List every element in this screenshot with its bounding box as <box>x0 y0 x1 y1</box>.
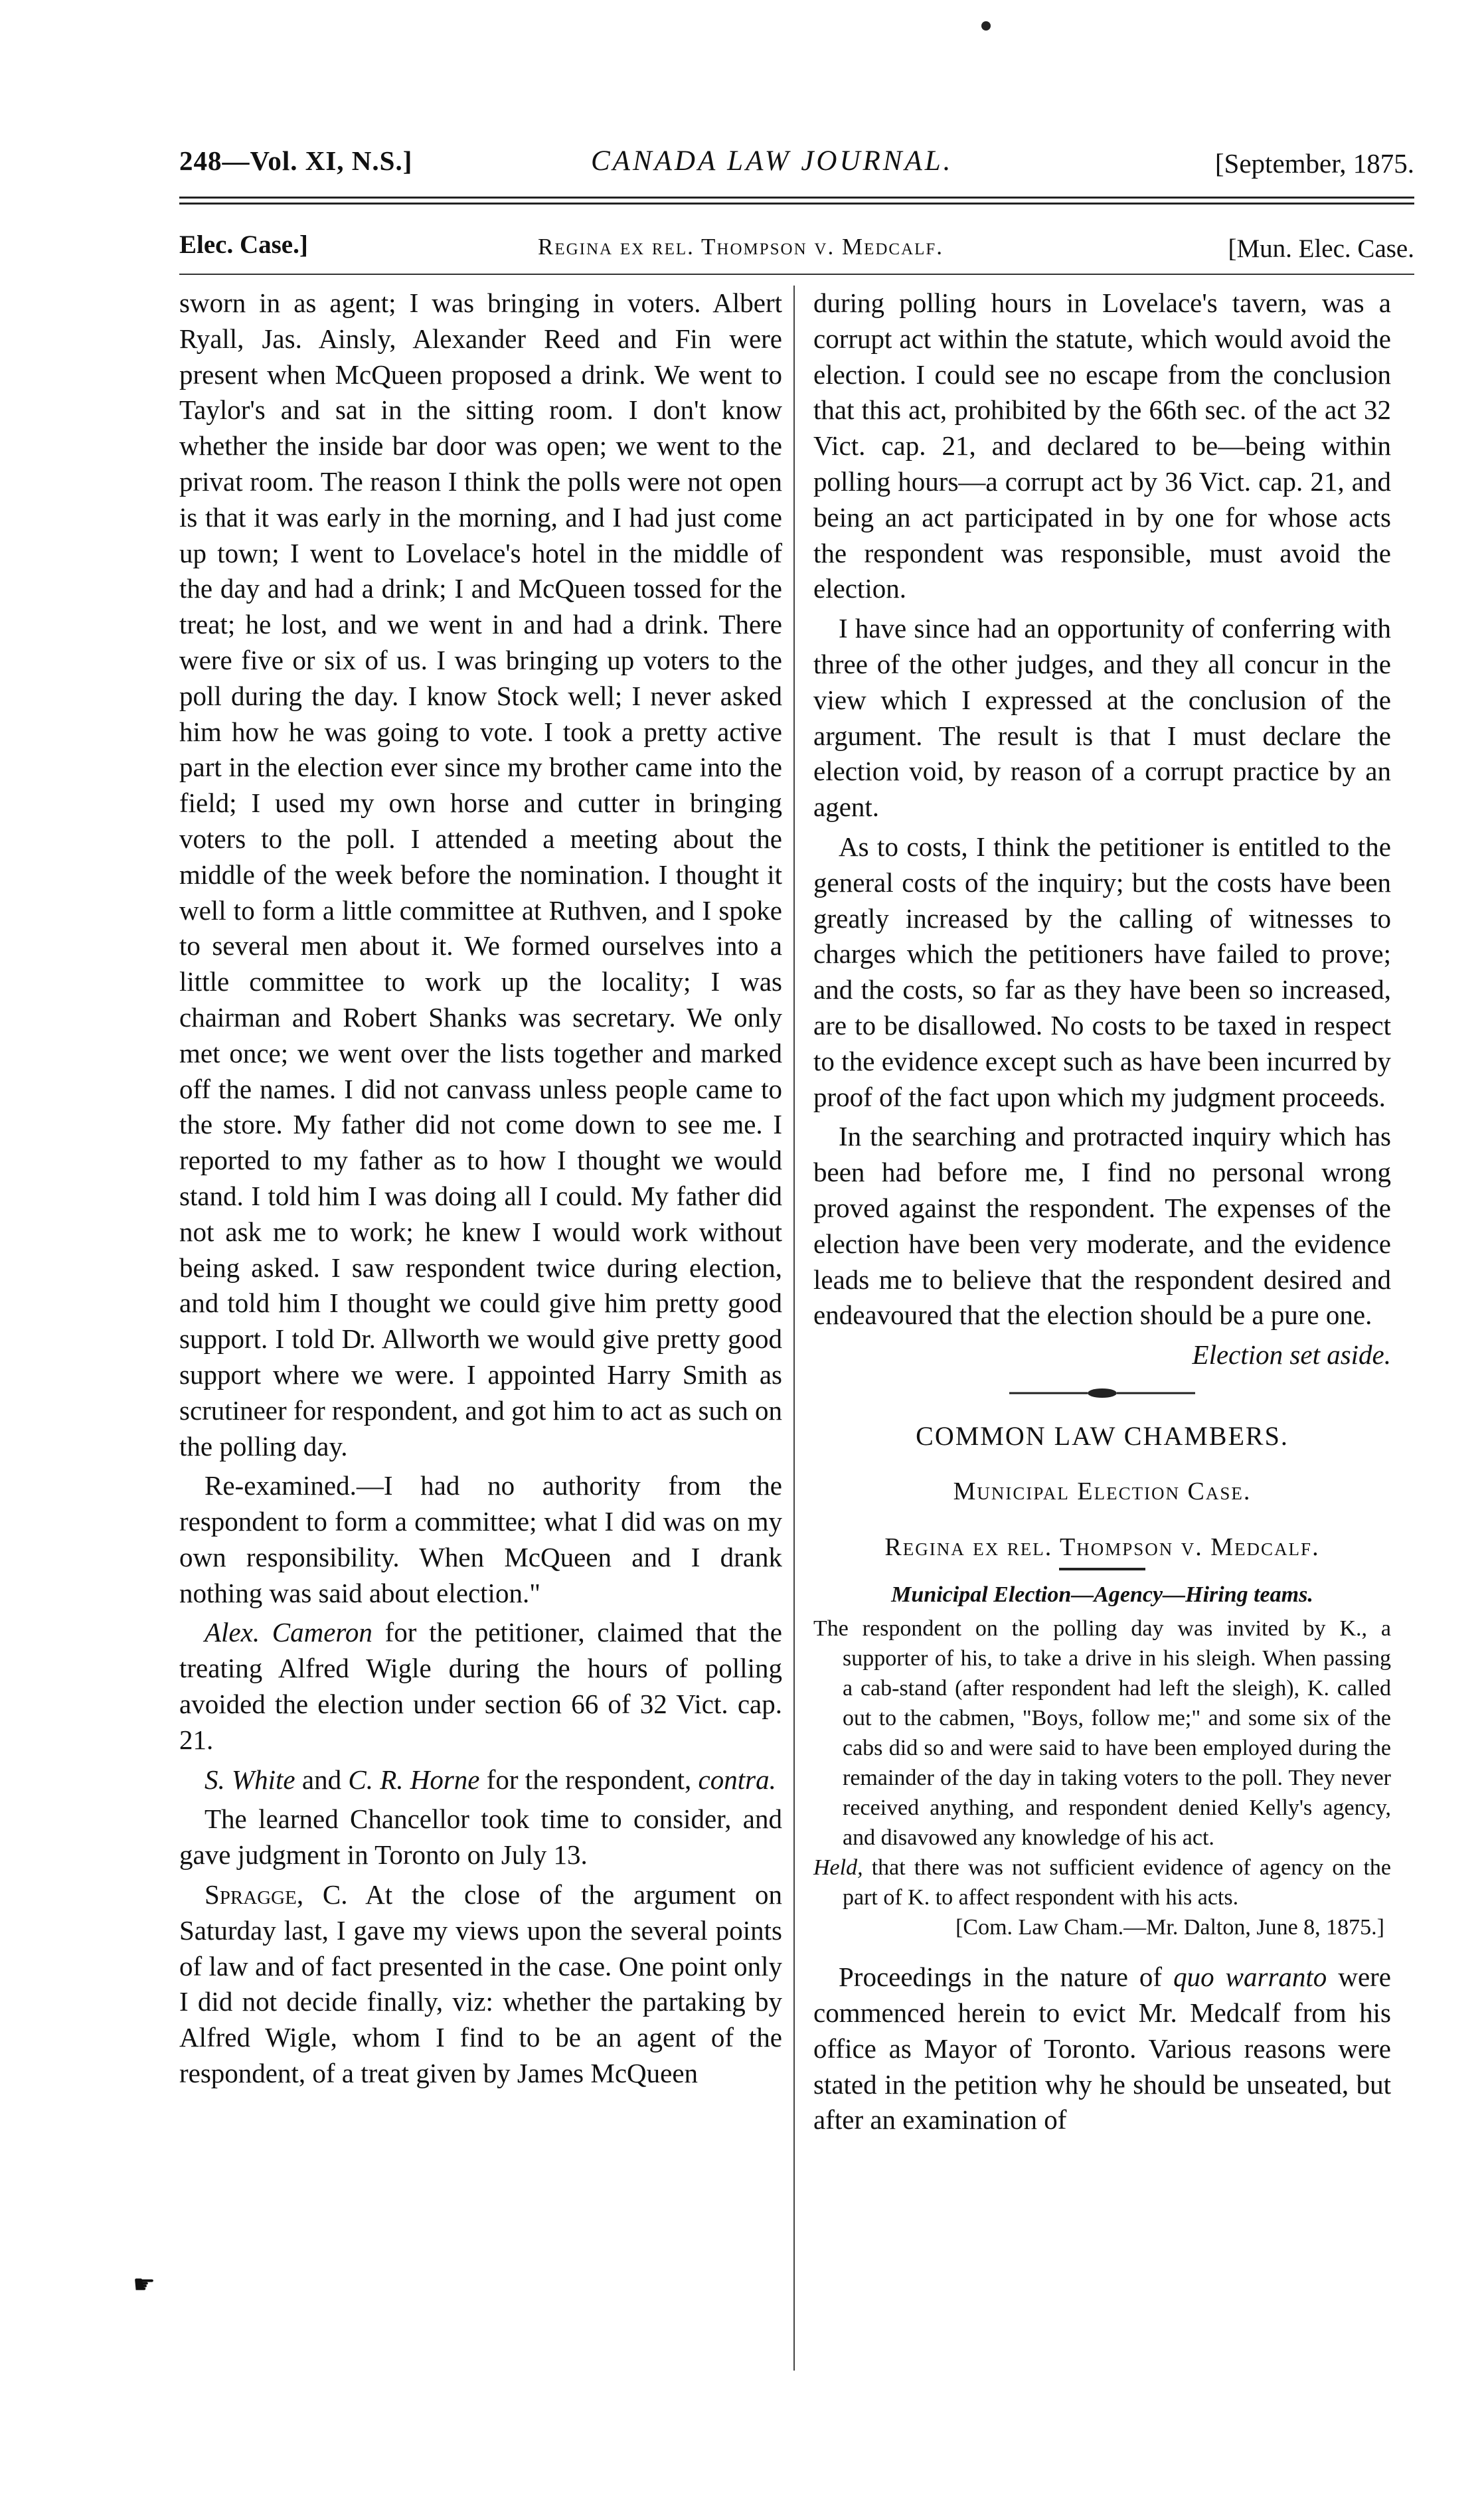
proceedings-text-b: were commenced herein to evict Mr. Medcalf from his office as Mayor of Toronto. Various reasons were stated in the petition why he should be unseated, but after an examination of <box>813 1962 1391 2136</box>
subsection-heading: Municipal Election Case. <box>953 1477 1252 1505</box>
pointing-hand-icon: ☛ <box>133 2271 156 2299</box>
header-rule-top <box>179 197 1414 199</box>
section-ornament-icon <box>1009 1385 1195 1401</box>
case-title: Regina ex rel. Thompson v. Medcalf. <box>884 1533 1320 1561</box>
header-rule-bottom <box>179 203 1414 205</box>
case-name: Regina ex rel. Thompson v. Medcalf. <box>538 234 944 260</box>
left-column <box>179 286 782 2092</box>
headnote-facts: The respondent on the polling day was invited by K., a supporter of his, to take a drive in his sleigh. When passing a cab-stand (after respondent had left the sleigh), K. called out to the cabmen, "Boys, follow me;" and some six of the cabs did so and were said to have been employed during the remainder of the day in taking voters to the poll. They never received anything, and respondent denied Kelly's agency, and disavowed any knowledge of his act. <box>813 1616 1391 1851</box>
column-divider <box>793 286 795 2371</box>
contra-label: contra. <box>698 1764 776 1795</box>
issue-date: [September, 1875. <box>1214 148 1414 179</box>
quo-warranto-term: quo warranto <box>1173 1962 1327 1993</box>
print-speck <box>981 21 991 31</box>
result-line: Election set aside. <box>1192 1339 1391 1371</box>
counsel-name: Alex. Cameron <box>205 1617 372 1648</box>
proceedings-paragraph <box>813 1960 1391 2138</box>
counsel-conjunction: and <box>295 1764 349 1795</box>
re-examination-paragraph: Re-examined.—I had no authority from the respondent to form a committee; what I did was on my own responsibility. When McQueen and I drank nothing was said about election." <box>179 1470 782 1608</box>
counsel-name-1: S. White <box>205 1764 295 1795</box>
costs-paragraph: As to costs, I think the petitioner is entitled to the general costs of the inquiry; but the costs have been greatly increased by the calling of witnesses to charges which the petitioners have failed to prove; and the costs, so far as they have been so increased, are to be disallowed. No costs to be taxed in respect to the evidence except such as have been incurred by proof of the fact upon which my judgment proceeds. <box>813 831 1391 1112</box>
journal-title: CANADA LAW JOURNAL. <box>591 145 953 177</box>
chancellor-paragraph: The learned Chancellor took time to consider, and gave judgment in Toronto on July 13. <box>179 1803 782 1871</box>
case-type-right: [Mun. Elec. Case. <box>1228 234 1414 263</box>
headnote-citation: [Com. Law Cham.—Mr. Dalton, June 8, 1875.] <box>955 1915 1384 1940</box>
counsel-petitioner-paragraph <box>179 1615 782 1758</box>
held-text: that there was not sufficient evidence of agency on the part of K. to affect respondent with his acts. <box>843 1855 1391 1910</box>
case-type-left: Elec. Case.] <box>179 230 308 259</box>
counsel-name-2: C. R. Horne <box>348 1764 480 1795</box>
section-heading: COMMON LAW CHAMBERS. <box>916 1420 1289 1451</box>
case-header <box>179 223 1414 270</box>
case-header-rule <box>179 274 1414 275</box>
judgment-paragraph <box>179 1877 782 2092</box>
judgment-continued-paragraph: during polling hours in Lovelace's tavern, was a corrupt act within the statute, which would avoid the election. I could see no escape from the conclusion that this act, prohibited by the 66th sec. of the act 32 Vict. cap. 21, and declared to be—being within polling hours—a corrupt act by 36 Vict. cap. 21, and being an act participated in by one for whose acts the respondent was responsible, must avoid the election. <box>813 288 1391 604</box>
conferring-paragraph: I have since had an opportunity of conferring with three of the other judges, and they all concur in the view which I expressed at the conclusion of the argument. The result is that I must declare the election void, by reason of a corrupt practice by an agent. <box>813 613 1391 823</box>
running-head <box>179 138 1414 191</box>
proceedings-text-a: Proceedings in the nature of <box>839 1962 1174 1993</box>
counsel-text: for the petitioner, claimed that the treating Alfred Wigle during the hours of polling avoided the election under section 66 of 32 Vict. cap. 21. <box>179 1617 783 1755</box>
testimony-paragraph: sworn in as agent; I was bringing in voters. Albert Ryall, Jas. Ainsly, Alexander Reed and Fin were present when McQueen proposed a drink. We went to Taylor's and sat in the sitting room. I don't know whether the inside bar door was open; we went to the privat room. The reason I think the polls were not open is that it was early in the morning, and I had just come up town; I went to Lovelace's hotel in the middle of the day and had a drink; I and McQueen tossed for the treat; he lost, and we went in and had a drink. There were five or six of us. I was bringing up voters to the poll during the day. I know Stock well; I never asked him how he was going to vote. I took a pretty active part in the election ever since my brother came into the field; I used my own horse and cutter in bringing voters to the poll. I attended a meeting about the middle of the week before the nomination. I thought it well to form a little committee at Ruthven, and I spoke to several men about it. We formed ourselves into a little committee to work up the locality; I was chairman and Robert Shanks was secretary. We only met once; we went over the lists together and marked off the names. I did not canvass unless people came to the store. My father did not come down to see me. I reported to my father as to how I thought we would stand. I told him I was doing all I could. My father did not ask me to work; he knew I would work without being asked. I saw respondent twice during election, and told him I thought we could give him pretty good support. I told Dr. Allworth we would give pretty good support where we were. I appointed Harry Smith as scrutineer for respondent, and got him to act as such on the polling day. <box>179 288 782 1462</box>
judge-name: Spragge, C. <box>205 1879 348 1910</box>
counsel-respondent-paragraph <box>179 1762 782 1798</box>
page-volume-label: 248—Vol. XI, N.S.] <box>179 145 413 176</box>
headnote-held <box>813 1853 1391 1912</box>
headnote-title: Municipal Election—Agency—Hiring teams. <box>891 1582 1313 1608</box>
headnote <box>813 1580 1391 1942</box>
inquiry-paragraph: In the searching and protracted inquiry which has been had before me, I find no personal wrong proved against the respondent. The expenses of the election have been very moderate, and the evidence leads me to believe that the respondent desired and endeavoured that the election should be a pure one. <box>813 1121 1391 1331</box>
held-label: Held, <box>813 1855 863 1881</box>
right-column <box>813 286 1391 2138</box>
judgment-text: At the close of the argument on Saturday last, I gave my views upon the several points of law and of fact presented in the case. One point only I did not decide finally, viz: whether the partaking by Alfred Wigle, whom I find to be an agent of the respondent, of a treat given by James McQueen <box>179 1879 782 2089</box>
counsel-text: for the respondent, <box>479 1764 699 1795</box>
case-title-rule <box>1059 1568 1145 1570</box>
